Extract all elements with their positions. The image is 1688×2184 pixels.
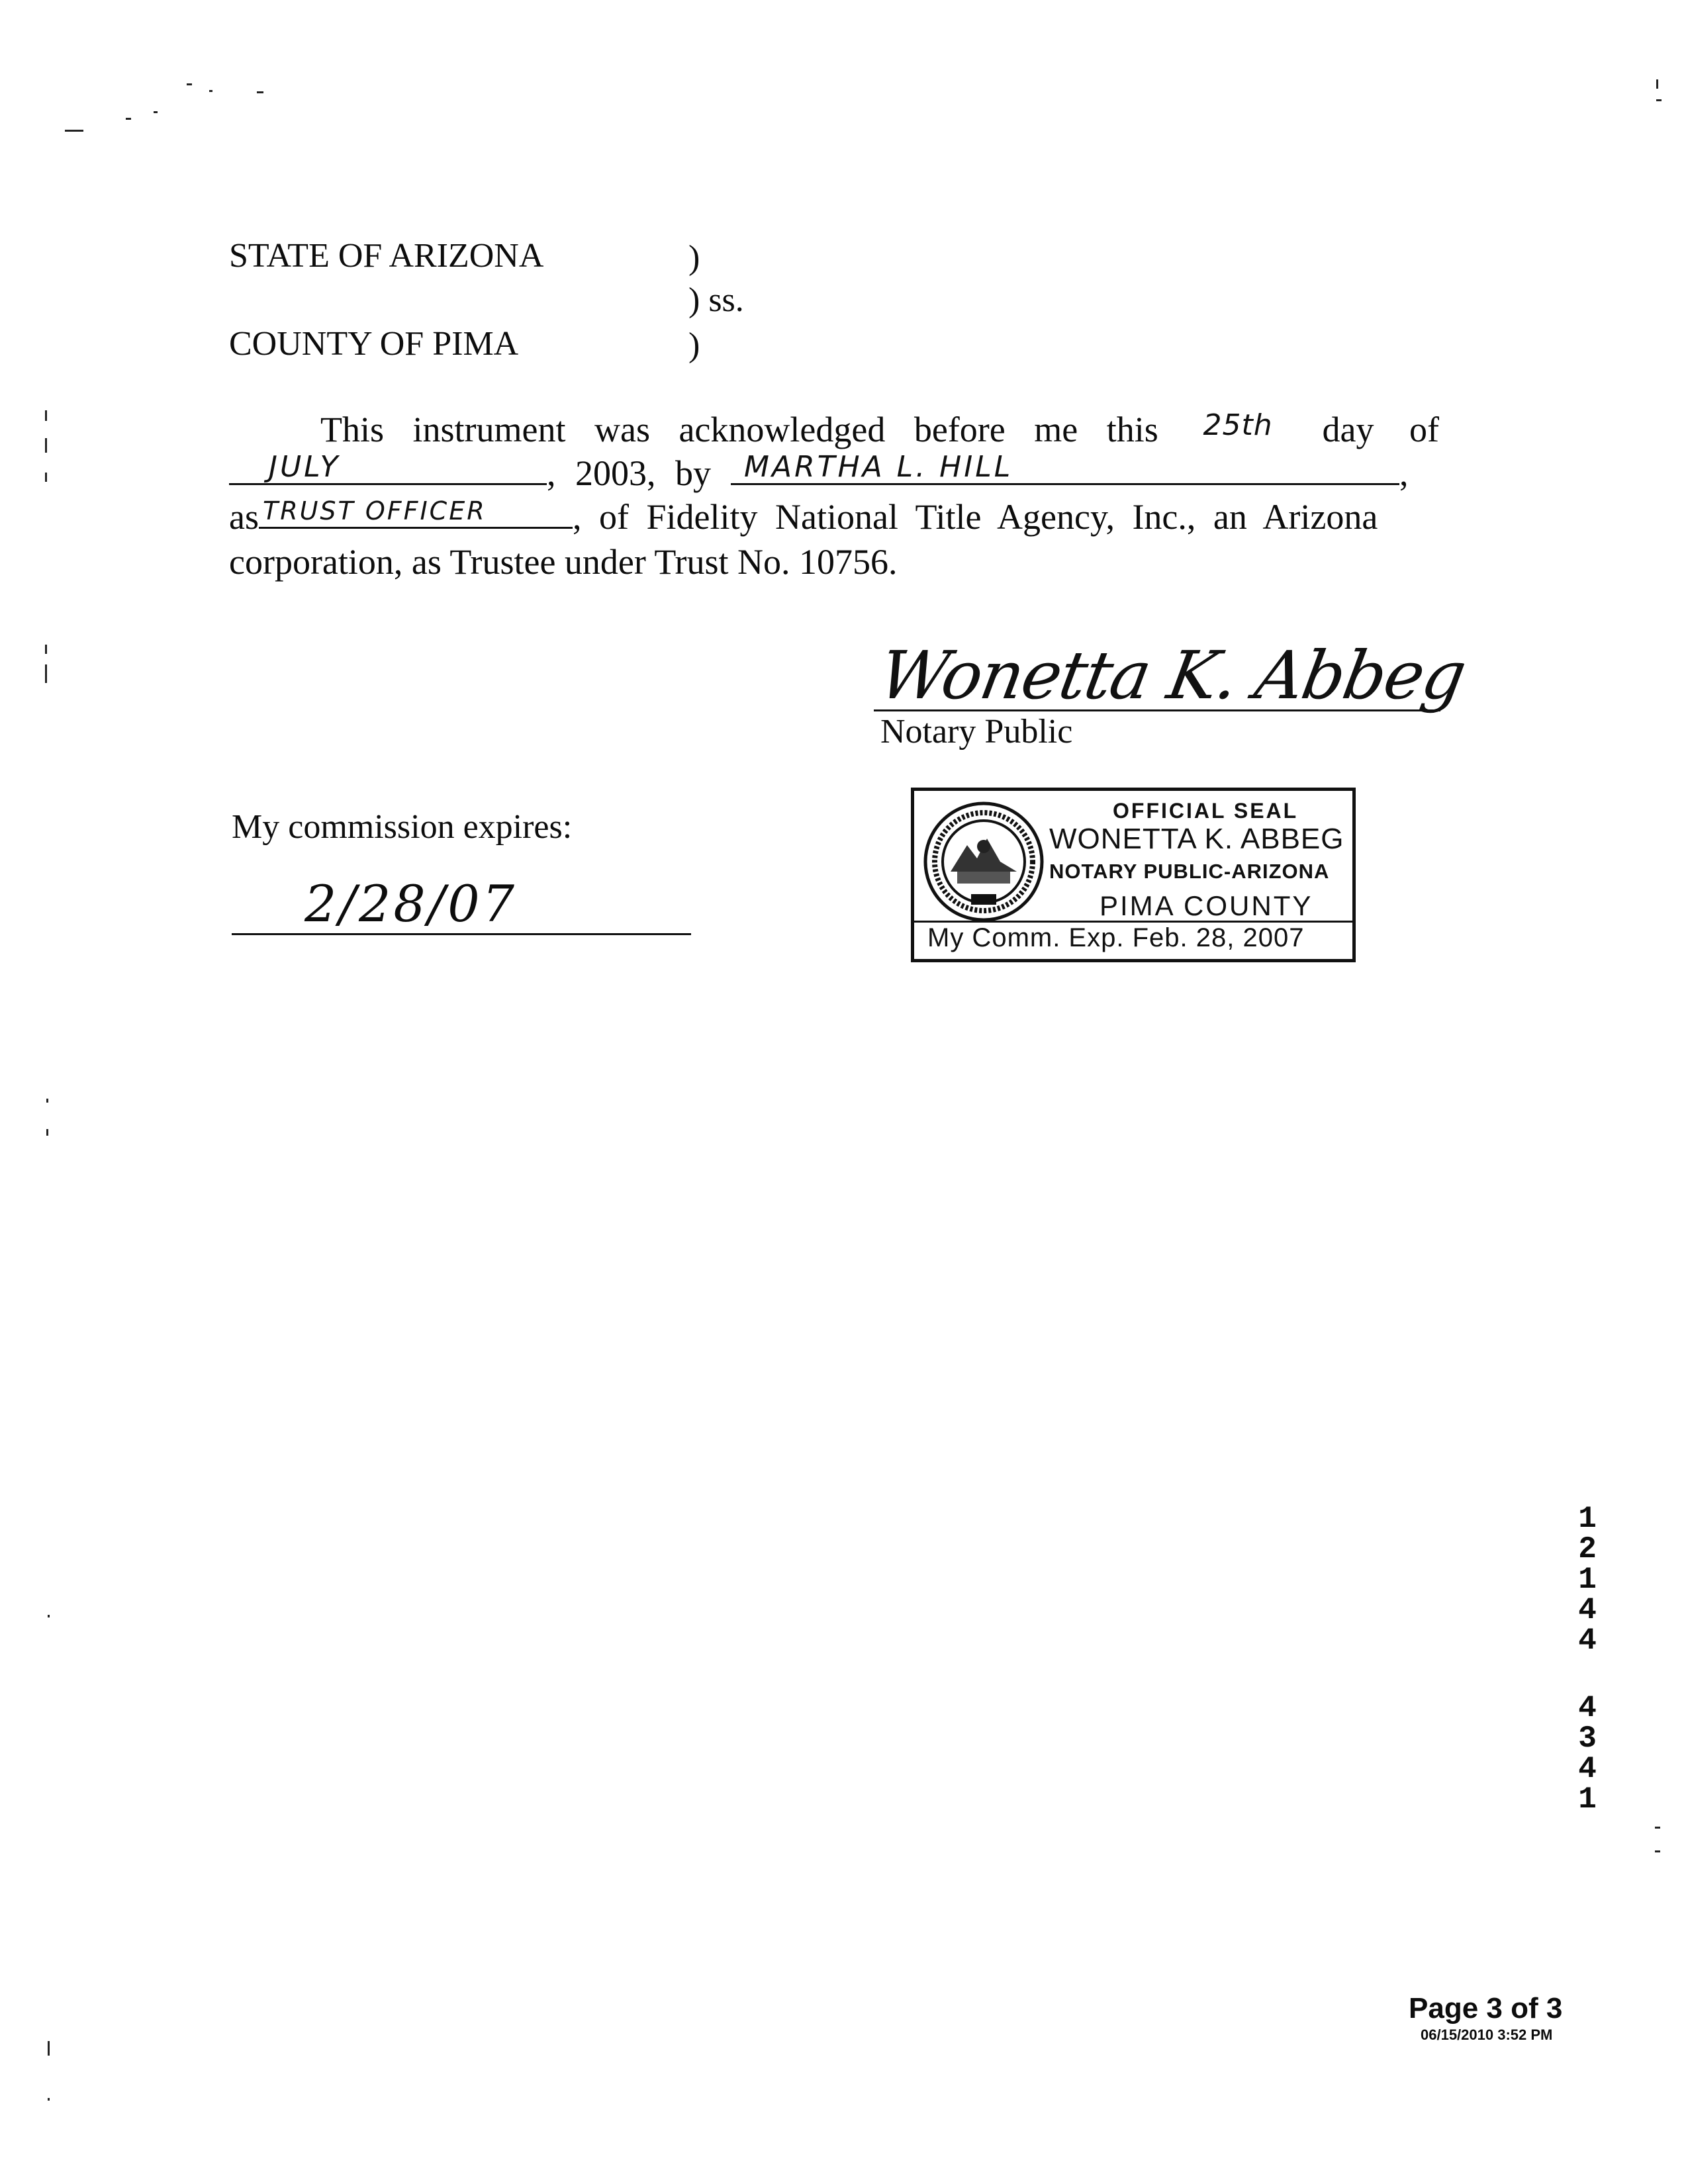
seal-line-name: WONETTA K. ABBEG — [1049, 823, 1344, 855]
commission-date-handwritten: 2/28/07 — [305, 874, 517, 933]
side-digit: 4 — [1578, 1623, 1597, 1658]
notary-public-label: Notary Public — [880, 713, 1073, 751]
ack-year-by: , 2003, by — [547, 453, 711, 493]
state-seal-emblem-icon — [921, 799, 1047, 925]
ack-line-2-end: , — [1399, 453, 1409, 493]
ack-line-4: corporation, as Trustee under Trust No. 10756. — [229, 542, 898, 582]
side-digit: 2 — [1578, 1532, 1597, 1567]
ack-day-handwritten: 25th — [1203, 408, 1273, 442]
venue-county: COUNTY OF PIMA — [229, 325, 519, 363]
ack-line-1-text: This instrument was acknowledged before me this — [320, 410, 1158, 449]
side-digit: 3 — [1578, 1721, 1597, 1756]
ack-line-2 — [229, 451, 1439, 495]
side-digit: 4 — [1578, 1593, 1597, 1627]
page-timestamp: 06/15/2010 3:52 PM — [1421, 2026, 1553, 2043]
side-digit: 1 — [1578, 1782, 1597, 1817]
venue-paren-close: ) — [688, 326, 700, 364]
venue-state: STATE OF ARIZONA — [229, 237, 544, 275]
side-recording-number — [1574, 1504, 1601, 1815]
ack-month-handwritten: JULY — [269, 450, 341, 484]
ack-line-1 — [320, 408, 1439, 451]
page-number: Page 3 of 3 — [1409, 1992, 1563, 2025]
ack-title-handwritten: TRUST OFFICER — [262, 496, 487, 525]
ack-name-field — [731, 451, 1399, 485]
side-digit: 1 — [1578, 1502, 1597, 1536]
seal-line-official: OFFICIAL SEAL — [1113, 799, 1299, 823]
side-digit: 4 — [1578, 1752, 1597, 1786]
ack-line-3-rest: , of Fidelity National Title Agency, Inc., an Arizona — [572, 497, 1378, 537]
side-digit: 1 — [1578, 1563, 1597, 1597]
ack-day-field — [1203, 410, 1296, 441]
ack-line-1-end: day of — [1322, 410, 1439, 449]
notary-seal-stamp — [911, 788, 1356, 962]
side-number-group-1 — [1574, 1504, 1601, 1656]
commission-label: My commission expires: — [232, 808, 573, 846]
ack-name-handwritten: MARTHA L. HILL — [744, 450, 1013, 484]
seal-inner-rule — [914, 921, 1352, 923]
ack-as: as — [229, 497, 259, 537]
side-number-group-2 — [1574, 1693, 1601, 1815]
seal-line-expiration: My Comm. Exp. Feb. 28, 2007 — [927, 923, 1305, 952]
seal-line-county: PIMA COUNTY — [1100, 890, 1313, 921]
side-digit: 4 — [1578, 1691, 1597, 1725]
ack-line-3 — [229, 495, 1439, 539]
ack-title-field — [259, 495, 573, 529]
ack-month-field — [229, 451, 547, 485]
seal-line-title: NOTARY PUBLIC-ARIZONA — [1049, 860, 1330, 883]
commission-date-line — [232, 933, 691, 935]
venue-paren-ss: ) ss. — [688, 281, 744, 319]
venue-paren-open: ) — [688, 239, 700, 277]
notary-signature: Wonetta K. Abbeg — [873, 637, 1471, 714]
